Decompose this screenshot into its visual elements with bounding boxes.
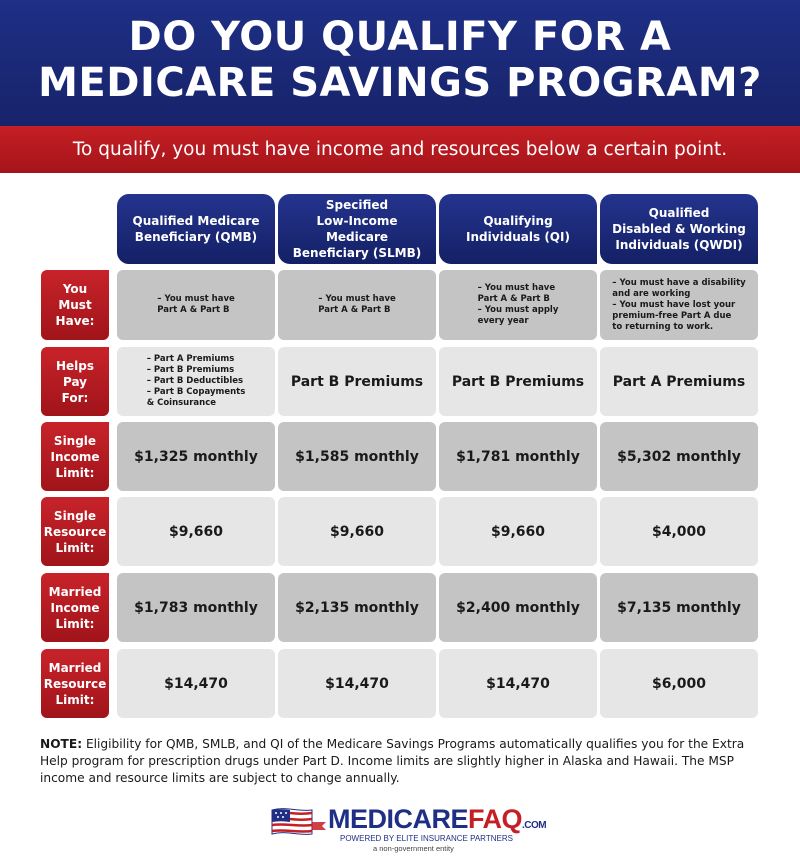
cell-text: $14,470 xyxy=(164,675,228,692)
column-header-qmb xyxy=(117,194,275,264)
row-header-label: Helps Pay For: xyxy=(55,358,95,405)
brand-name-accent: FAQ xyxy=(468,804,523,834)
cell-text: $2,400 monthly xyxy=(456,599,580,616)
cell-must-have-qmb xyxy=(117,270,275,340)
cell-married-income-slmb xyxy=(278,573,436,642)
subtitle-banner xyxy=(0,126,800,173)
brand-name-primary: MEDICARE xyxy=(328,804,469,834)
footnote xyxy=(40,736,762,787)
brand-logo[interactable] xyxy=(268,800,547,856)
cell-text: – Part A Premiums – Part B Premiums – Part B Deductibles – Part B Copayments & Coinsurance xyxy=(146,354,246,408)
cell-single-resource-qwdi xyxy=(600,497,758,566)
cell-married-resource-qmb xyxy=(117,649,275,718)
cell-text: $5,302 monthly xyxy=(617,448,741,465)
cell-text: $9,660 xyxy=(329,523,385,540)
subtitle: To qualify, you must have income and resources below a certain point. xyxy=(72,139,728,160)
cell-text: $1,781 monthly xyxy=(456,448,580,465)
cell-text: $6,000 xyxy=(651,675,707,692)
cell-must-have-qi xyxy=(439,270,597,340)
row-header-label: Single Resource Limit: xyxy=(43,508,107,555)
cell-text: $14,470 xyxy=(486,675,550,692)
note-label: NOTE: xyxy=(40,737,83,751)
cell-text: $2,135 monthly xyxy=(295,599,419,616)
cell-married-income-qi xyxy=(439,573,597,642)
column-header-label: Qualified Medicare Beneficiary (QMB) xyxy=(132,214,260,244)
column-header-label: Qualified Disabled & Working Individuals (QWDI) xyxy=(612,206,746,252)
cell-single-resource-qi xyxy=(439,497,597,566)
cell-single-income-slmb xyxy=(278,422,436,491)
cell-text: – You must have Part A & Part B xyxy=(157,294,235,315)
header-banner xyxy=(0,0,800,126)
cell-married-resource-qwdi xyxy=(600,649,758,718)
row-header-single-resource xyxy=(41,497,109,566)
cell-helps-pay-qmb xyxy=(117,347,275,416)
cell-helps-pay-qi xyxy=(439,347,597,416)
tagline: a non-government entity xyxy=(373,844,454,853)
cell-text: Part A Premiums xyxy=(612,373,746,390)
cell-helps-pay-qwdi xyxy=(600,347,758,416)
brand-wordmark xyxy=(328,804,546,835)
cell-text: – You must have Part A & Part B – You must apply every year xyxy=(477,283,559,326)
cell-single-income-qi xyxy=(439,422,597,491)
row-header-label: Married Resource Limit: xyxy=(43,660,107,707)
column-header-slmb xyxy=(278,194,436,264)
brand-domain: .COM xyxy=(522,820,547,831)
note-text: Eligibility for QMB, SMLB, and QI of the Medicare Savings Programs automatically qualifies you for the Extra Help program for prescription drugs under Part D. Income limits are slightly higher in Alaska and Hawaii. The MSP income and resource limits are subject to change annually. xyxy=(40,737,745,785)
title-line-1: DO YOU QUALIFY FOR A xyxy=(128,14,672,60)
column-header-qi xyxy=(439,194,597,264)
cell-single-income-qwdi xyxy=(600,422,758,491)
column-header-qwdi xyxy=(600,194,758,264)
row-header-label: Single Income Limit: xyxy=(50,433,100,480)
cell-single-resource-slmb xyxy=(278,497,436,566)
cell-text: $9,660 xyxy=(168,523,224,540)
column-header-label: Qualifying Individuals (QI) xyxy=(466,214,570,244)
row-header-helps-pay xyxy=(41,347,109,416)
us-flag-icon xyxy=(268,804,330,848)
cell-married-income-qwdi xyxy=(600,573,758,642)
page-title xyxy=(0,14,800,106)
powered-by: POWERED BY ELITE INSURANCE PARTNERS xyxy=(340,834,513,843)
cell-married-resource-slmb xyxy=(278,649,436,718)
cell-text: – You must have a disability and are working – You must have lost your premium-free Part A due to returning to work. xyxy=(612,277,746,332)
cell-single-resource-qmb xyxy=(117,497,275,566)
title-line-2: MEDICARE SAVINGS PROGRAM? xyxy=(38,60,762,106)
cell-text: $14,470 xyxy=(325,675,389,692)
row-header-must-have xyxy=(41,270,109,340)
cell-married-income-qmb xyxy=(117,573,275,642)
cell-helps-pay-slmb xyxy=(278,347,436,416)
cell-text: $1,325 monthly xyxy=(134,448,258,465)
row-header-label: You Must Have: xyxy=(55,282,95,328)
cell-text: – You must have Part A & Part B xyxy=(318,294,396,315)
cell-text: $1,585 monthly xyxy=(295,448,419,465)
cell-text: Part B Premiums xyxy=(451,373,585,390)
column-header-label: Specified Low-Income Medicare Beneficiary (SLMB) xyxy=(292,198,422,260)
row-header-single-income xyxy=(41,422,109,491)
cell-married-resource-qi xyxy=(439,649,597,718)
cell-must-have-qwdi xyxy=(600,270,758,340)
row-header-married-income xyxy=(41,573,109,642)
cell-text: $1,783 monthly xyxy=(134,599,258,616)
row-header-label: Married Income Limit: xyxy=(48,584,102,631)
cell-text: Part B Premiums xyxy=(290,373,424,390)
row-header-married-resource xyxy=(41,649,109,718)
cell-single-income-qmb xyxy=(117,422,275,491)
cell-text: $7,135 monthly xyxy=(617,599,741,616)
cell-must-have-slmb xyxy=(278,270,436,340)
cell-text: $4,000 xyxy=(651,523,707,540)
cell-text: $9,660 xyxy=(490,523,546,540)
